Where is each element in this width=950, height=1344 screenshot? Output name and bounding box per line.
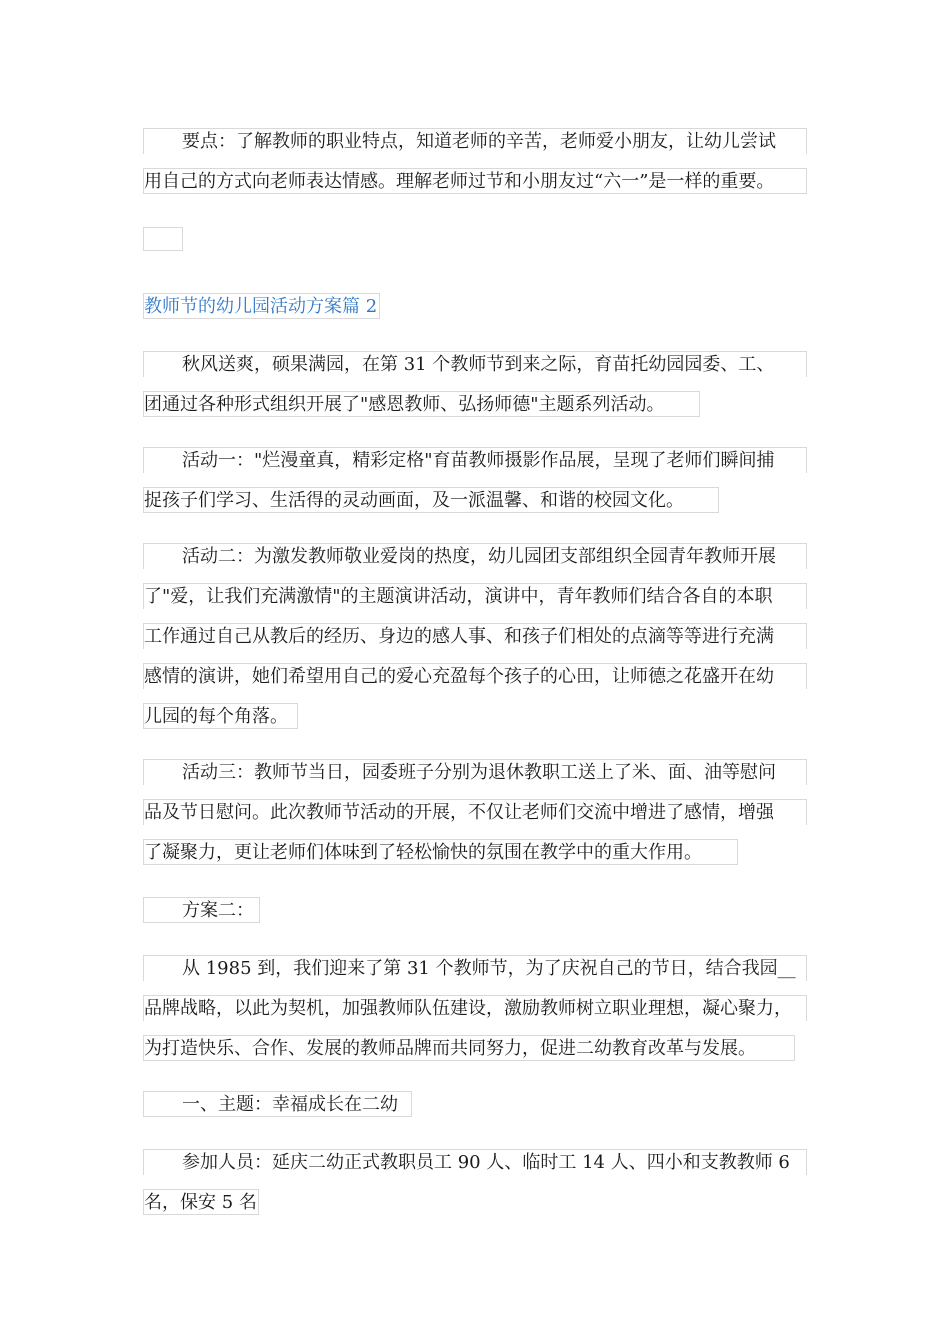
paragraph-activity-2-line-4: 感情的演讲，她们希望用自己的爱心充盈每个孩子的心田，让师德之花盛开在幼 [143,663,807,689]
paragraph-activity-1-line-1: 活动一："烂漫童真，精彩定格"育苗教师摄影作品展，呈现了老师们瞬间捕 [143,447,807,473]
paragraph-activity-3-line-1: 活动三：教师节当日，园委班子分别为退休教职工送上了米、面、油等慰问 [143,759,807,785]
section-heading: 教师节的幼儿园活动方案篇 2 [143,293,380,319]
paragraph-activity-2-line-1: 活动二：为激发教师敬业爱岗的热度，幼儿园团支部组织全园青年教师开展 [143,543,807,569]
paragraph-key-points-line-2: 用自己的方式向老师表达情感。理解老师过节和小朋友过“六一”是一样的重要。 [143,168,807,194]
paragraph-plan-2-line-1: 从 1985 到，我们迎来了第 31 个教师节，为了庆祝自己的节日，结合我园__ [143,955,807,981]
paragraph-intro-line-2: 团通过各种形式组织开展了"感恩教师、弘扬师德"主题系列活动。 [143,391,700,417]
paragraph-intro-line-1: 秋风送爽，硕果满园，在第 31 个教师节到来之际，育苗托幼园园委、工、 [143,351,807,377]
paragraph-participants-line-1: 参加人员：延庆二幼正式教职员工 90 人、临时工 14 人、四小和支教教师 6 [143,1149,807,1175]
paragraph-theme: 一、主题：幸福成长在二幼 [143,1091,412,1117]
paragraph-activity-3-line-3: 了凝聚力，更让老师们体味到了轻松愉快的氛围在教学中的重大作用。 [143,839,738,865]
paragraph-activity-2-line-5: 儿园的每个角落。 [143,703,298,729]
paragraph-activity-1-line-2: 捉孩子们学习、生活得的灵动画面，及一派温馨、和谐的校园文化。 [143,487,719,513]
paragraph-participants-line-2: 名，保安 5 名 [143,1189,259,1215]
paragraph-key-points-line-1: 要点：了解教师的职业特点，知道老师的辛苦，老师爱小朋友，让幼儿尝试 [143,128,807,154]
paragraph-activity-3-line-2: 品及节日慰问。此次教师节活动的开展，不仅让老师们交流中增进了感情，增强 [143,799,807,825]
empty-text-box [143,227,183,251]
paragraph-activity-2-line-2: 了"爱，让我们充满激情"的主题演讲活动，演讲中，青年教师们结合各自的本职 [143,583,807,609]
paragraph-plan-2-line-2: 品牌战略，以此为契机，加强教师队伍建设，激励教师树立职业理想，凝心聚力， [143,995,807,1021]
paragraph-plan-2-label: 方案二： [143,897,260,923]
paragraph-activity-2-line-3: 工作通过自己从教后的经历、身边的感人事、和孩子们相处的点滴等等进行充满 [143,623,807,649]
paragraph-plan-2-line-3: 为打造快乐、合作、发展的教师品牌而共同努力，促进二幼教育改革与发展。 [143,1035,795,1061]
